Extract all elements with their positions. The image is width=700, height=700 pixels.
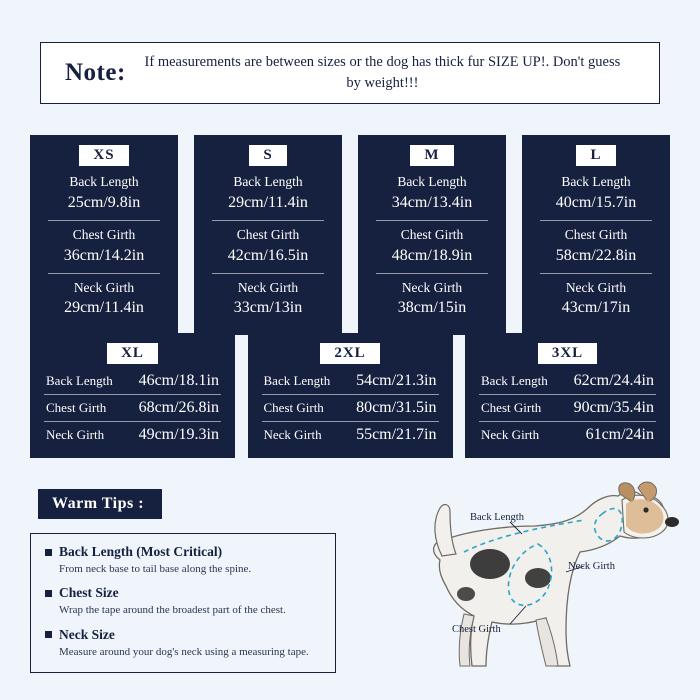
neck-girth-label: Neck Girth [73,279,135,295]
back-length-value: 29cm/11.4in [228,193,308,211]
chest-girth-label: Chest Girth [564,226,628,242]
warm-tips-box [30,533,336,673]
tip-title-text: Neck Size [59,626,115,642]
divider [479,394,656,395]
chest-girth-row [262,397,439,419]
square-bullet-icon [45,631,52,638]
size-card-xs [30,135,178,335]
size-card-l [522,135,670,335]
size-card-s [194,135,342,335]
tip-description: From neck base to tail base along the spine. [59,563,252,575]
neck-girth-row [44,424,221,446]
tip-title [45,544,323,560]
back-length-row [262,370,439,392]
divider [48,273,160,274]
diagram-label-back-length: Back Length [470,512,524,523]
chest-girth-value: 68cm/26.8in [138,399,219,416]
chest-girth-label: Chest Girth [236,226,300,242]
chest-girth-label: Chest Girth [481,400,542,415]
back-length-value: 46cm/18.1in [138,372,219,389]
neck-girth-value: 33cm/13in [233,299,303,317]
back-length-value: 25cm/9.8in [67,193,141,211]
size-card-xl [30,333,235,458]
tip-title-text: Back Length (Most Critical) [59,544,223,559]
back-length-label: Back Length [69,174,139,189]
neck-girth-value: 55cm/21.7in [356,426,437,443]
tip-item-neck-size [45,627,323,659]
divider [44,394,221,395]
back-length-label: Back Length [46,373,113,388]
note-label: Note: [65,59,126,86]
divider [540,220,652,221]
tip-title [45,627,323,643]
tip-description: Measure around your dog's neck using a measuring tape. [59,645,309,658]
neck-girth-label: Neck Girth [481,427,540,442]
neck-girth-label: Neck Girth [237,279,299,295]
divider [262,421,439,422]
diagram-label-neck-girth: Neck Girth [568,561,615,572]
chest-girth-row [44,397,221,419]
size-badge: 2XL [320,343,379,364]
back-length-label: Back Length [263,373,331,388]
size-cards-row-2 [30,333,670,458]
back-length-row [44,370,221,392]
neck-girth-label: Neck Girth [401,279,463,295]
dog-measurement-diagram [370,460,690,695]
divider [262,394,439,395]
size-badge: XL [107,343,158,364]
neck-girth-value: 43cm/17in [561,299,631,317]
divider [540,273,652,274]
diagram-label-chest-girth: Chest Girth [452,624,501,635]
tip-title [45,585,323,601]
back-length-label: Back Length [397,174,467,189]
neck-girth-value: 61cm/24in [585,426,654,443]
neck-girth-row [479,424,656,446]
divider [44,421,221,422]
chest-girth-label: Chest Girth [46,400,107,415]
neck-girth-row [262,424,439,446]
chest-girth-label: Chest Girth [263,400,324,415]
note-text: If measurements are between sizes or the dog has thick fur SIZE UP!. Don't guess by weight!!! [144,53,621,91]
warm-tips-header: Warm Tips : [38,489,162,519]
size-badge: M [410,145,453,166]
neck-girth-value: 29cm/11.4in [64,299,144,317]
size-badge: S [249,145,286,166]
tip-item-back-length [45,544,323,576]
divider [212,220,324,221]
square-bullet-icon [45,549,52,556]
back-length-value: 54cm/21.3in [356,372,437,389]
tip-title-text: Chest Size [59,585,119,601]
chest-girth-value: 42cm/16.5in [227,246,309,264]
back-length-value: 40cm/15.7in [555,193,637,211]
size-badge: XS [79,145,128,166]
neck-girth-label: Neck Girth [263,427,322,442]
divider [212,273,324,274]
back-length-label: Back Length [481,373,548,388]
tip-description: Wrap the tape around the broadest part of the chest. [59,604,286,617]
back-length-value: 34cm/13.4in [391,193,473,211]
chest-girth-value: 90cm/35.4in [573,399,654,416]
neck-girth-label: Neck Girth [565,279,627,295]
chest-girth-value: 58cm/22.8in [555,246,637,264]
chest-girth-label: Chest Girth [72,226,136,242]
divider [48,220,160,221]
chest-girth-value: 80cm/31.5in [356,399,437,416]
dog-illustration-icon [370,460,690,695]
back-length-value: 62cm/24.4in [573,372,654,389]
neck-girth-value: 38cm/15in [397,299,467,317]
back-length-label: Back Length [233,174,303,189]
note-banner [40,42,660,104]
divider [376,273,488,274]
size-card-2xl [248,333,453,458]
size-card-m [358,135,506,335]
neck-girth-label: Neck Girth [46,427,105,442]
divider [376,220,488,221]
size-badge: 3XL [538,343,597,364]
back-length-row [479,370,656,392]
divider [479,421,656,422]
chest-girth-value: 48cm/18.9in [391,246,473,264]
chest-girth-label: Chest Girth [400,226,464,242]
chest-girth-value: 36cm/14.2in [63,246,145,264]
size-cards-row-1 [30,135,670,335]
neck-girth-value: 49cm/19.3in [138,426,219,443]
chest-girth-row [479,397,656,419]
square-bullet-icon [45,590,52,597]
size-badge: L [576,145,615,166]
size-card-3xl [465,333,670,458]
tip-item-chest-size [45,585,323,617]
back-length-label: Back Length [561,174,631,189]
